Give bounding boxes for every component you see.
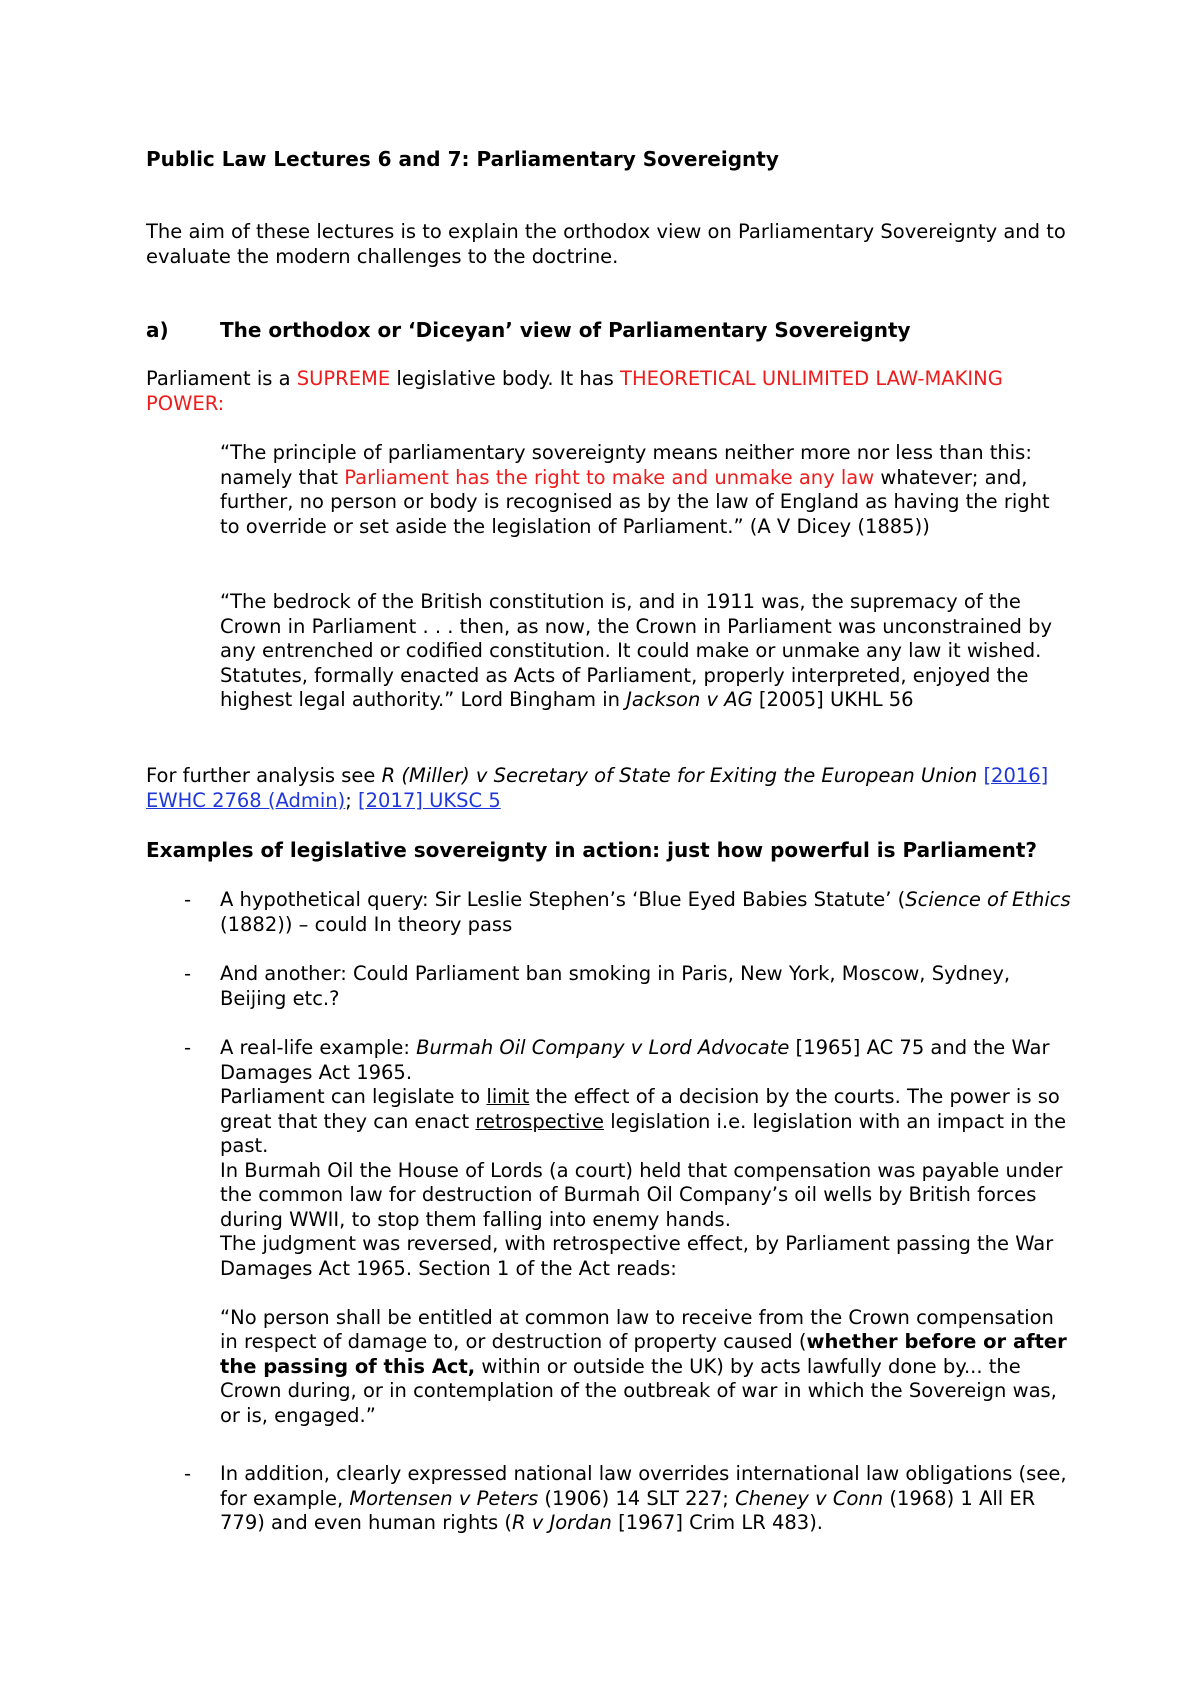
list-item-text [220, 888, 1076, 937]
underlined-retrospective: retrospective [475, 1109, 605, 1133]
case-name-3: R v Jordan [512, 1511, 612, 1534]
further-analysis [146, 764, 1076, 813]
bullet-dash: - [184, 1036, 192, 1059]
text-2: [1965] AC 75 and the War Damages Act 1965. [220, 1036, 1050, 1084]
spacer [220, 1281, 1076, 1306]
intro-text: Parliament is a [146, 367, 297, 390]
further-text: For further analysis see [146, 764, 382, 787]
text-2: the effect of a decision by the courts. The power is so great that they can enact [220, 1085, 1060, 1133]
page-title: Public Law Lectures 6 and 7: Parliamentary Sovereignty [146, 147, 779, 171]
text-3: legislation i.e. legislation with an impact in the past. [220, 1109, 1067, 1157]
retrospective-paragraph [220, 1085, 1076, 1159]
case-name-2: Cheney v Conn [735, 1486, 884, 1510]
bullet-dash: - [184, 962, 192, 985]
separator: ; [345, 788, 359, 812]
case-name: R (Miller) v Secretary of State for Exiting the European Union [381, 764, 978, 787]
list-item-text: And another: Could Parliament ban smoking in Paris, New York, Moscow, Sydney, Beijing etc.? [220, 962, 1011, 1010]
list-item [146, 1036, 1076, 1428]
text: A real-life example: [220, 1036, 417, 1059]
text-2: (1906) 14 SLT 227; [538, 1486, 736, 1510]
list-item-body [220, 1036, 1076, 1428]
text-3: (1968) 1 All ER 779) and even human rights ( [220, 1486, 1036, 1534]
highlight-make-unmake: Parliament has the right to make and unmake any law [344, 465, 875, 489]
highlight-supreme: SUPREME [296, 367, 391, 390]
examples-heading: Examples of legislative sovereignty in action: just how powerful is Parliament? [146, 838, 1038, 862]
bold-emphasis: whether before or after the passing of this Act, [220, 1330, 1067, 1378]
text-2: (1882)) – could In theory pass [220, 912, 513, 936]
list-item [146, 962, 1076, 1011]
case-name: Mortensen v Peters [349, 1486, 539, 1510]
quote-text: “No person shall be entitled at common law to receive from the Crown compensation in respect of damage to, or destruction of property caused ( [220, 1305, 1054, 1353]
intro-text-2: legislative body. It has [390, 367, 621, 390]
list-item [146, 1462, 1076, 1536]
bullet-dash: - [184, 888, 192, 911]
section-title: The orthodox or ‘Diceyan’ view of Parliamentary Sovereignty [220, 318, 911, 342]
case-name: Burmah Oil Company v Lord Advocate [416, 1036, 790, 1059]
book-title: Science of Ethics [905, 888, 1071, 911]
ewhc-link[interactable]: [2016] EWHC 2768 (Admin) [146, 764, 1049, 812]
dicey-quote [220, 441, 1070, 539]
quote-text-2: whatever; and, further, no person or body is recognised as by the law of England as having the right to override or set aside the legislation of Parliament.” (A V Dicey (1885)) [220, 465, 1050, 538]
quote-text-2: within or outside the UK) by acts lawfully done by... the Crown during, or in contemplation of the outbreak of war in which the Sovereign was, or is, engaged.” [220, 1354, 1057, 1427]
section-heading [146, 318, 911, 343]
aim-paragraph: The aim of these lectures is to explain the orthodox view on Parliamentary Sovereignty and to evaluate the modern challenges to the doctrine. [146, 220, 1066, 268]
judgment-reversed: The judgment was reversed, with retrospective effect, by Parliament passing the War Damages Act 1965. Section 1 of the Act reads: [220, 1232, 1054, 1280]
text: A hypothetical query: Sir Leslie Stephen’s ‘Blue Eyed Babies Statute’ ( [220, 888, 906, 911]
intro-paragraph [146, 367, 1076, 416]
burmah-facts: In Burmah Oil the House of Lords (a court) held that compensation was payable under the common law for destruction of Burmah Oil Company’s oil wells by British forces during WWII, to stop them falling into enemy hands. [220, 1158, 1063, 1231]
text-4: [1967] Crim LR 483). [611, 1511, 824, 1534]
list-item [146, 888, 1076, 937]
uksc-link[interactable]: [2017] UKSC 5 [358, 788, 501, 812]
text: In addition, clearly expressed national law overrides international law obligations (see, for example, [220, 1462, 1067, 1510]
bingham-quote [220, 590, 1070, 713]
quote-text: “The principle of parliamentary sovereignty means neither more nor less than this: namely that [220, 441, 1032, 489]
text: Parliament can legislate to [220, 1085, 487, 1108]
highlight-unlimited-power: THEORETICAL UNLIMITED LAW-MAKING POWER: [146, 367, 1003, 415]
section-number: a) [146, 318, 169, 342]
burmah-intro [220, 1036, 1076, 1085]
list-item-text [220, 1462, 1076, 1536]
war-damages-quote [220, 1306, 1076, 1429]
case-name: Jackson v AG [626, 688, 753, 711]
underlined-limit: limit [486, 1085, 530, 1108]
citation: [2005] UKHL 56 [752, 688, 914, 711]
quote-text: “The bedrock of the British constitution is, and in 1911 was, the supremacy of the Crown in Parliament . . . then, as now, the Crown in Parliament was unconstrained by any entrenched or codified constitution. It could make or unmake any law it wished. Statutes, formally enacted as Acts of Parliament, properly interpreted, enjoyed the highest legal authority.” Lord Bingham in [220, 590, 1053, 711]
bullet-dash: - [184, 1462, 192, 1485]
